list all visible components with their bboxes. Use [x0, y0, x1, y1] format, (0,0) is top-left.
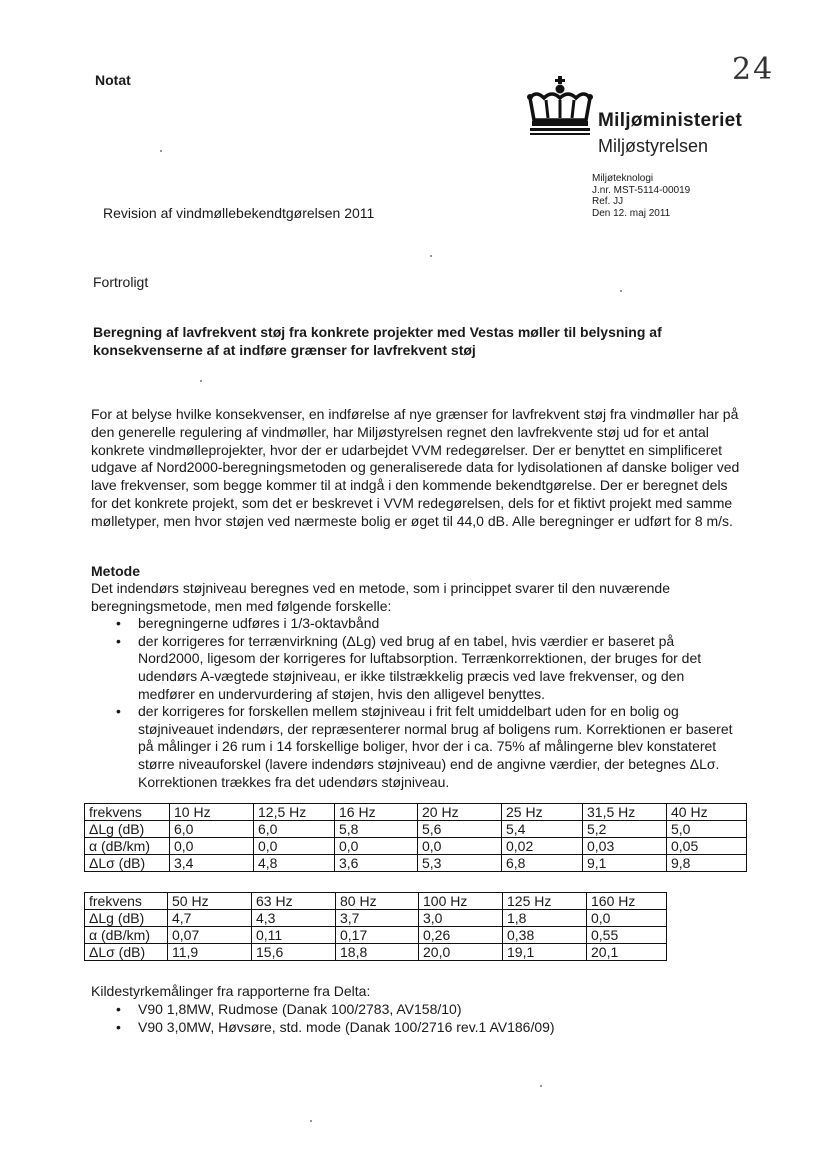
table-cell: 9,8	[667, 855, 747, 872]
table-cell: 11,9	[168, 944, 252, 961]
section-heading-metode: Metode	[91, 563, 140, 579]
metode-lead-paragraph: Det indendørs støjniveau beregnes ved en metode, som i princippet svarer til den nuværende beregningsmetode, men med følgende forskelle:	[91, 580, 670, 614]
table-cell: 0,07	[168, 927, 252, 944]
table-cell: 5,4	[502, 821, 583, 838]
ministry-name: Miljøministeriet	[598, 110, 743, 131]
table-cell: 4,3	[252, 910, 336, 927]
table-cell: 0,0	[335, 838, 418, 855]
table-row	[85, 804, 747, 821]
table-cell: 9,1	[583, 855, 667, 872]
table-cell: 0,05	[667, 838, 747, 855]
table-row	[85, 927, 667, 944]
table-cell: α (dB/km)	[85, 838, 170, 855]
table-cell: 0,38	[503, 927, 587, 944]
table-cell: 3,6	[335, 855, 418, 872]
metode-bullet-list	[91, 615, 741, 791]
table-cell: 31,5 Hz	[583, 804, 667, 821]
intro-paragraph: For at belyse hvilke konsekvenser, en indførelse af nye grænser for lavfrekvent støj fra vindmøller har på den generelle regulering af vindmøller, har Miljøstyrelsen regnet den lavfrekvente støj ud for et antal konkrete vindmølleprojekter, hvor der er udarbejdet VVM redegørelser. Der er benyttet en simplificeret udgave af Nord2000-beregningsmetoden og generaliserede data for lydisolationen af danske boliger ved lave frekvenser, som begge kommer til at indgå i den kommende bekendtgørelse. Der er beregnet dels for det konkrete projekt, som det er beskrevet i VVM redegørelsen, dels for et fiktivt projekt med samme mølletyper, men hvor støjen ved nærmeste bolig er øget til 44,0 dB. Alle beregninger er udført for 8 m/s.	[91, 406, 740, 529]
source-measurement-item: • V90 1,8MW, Rudmose (Danak 100/2783, AV158/10)	[91, 1000, 555, 1018]
table-cell: 5,8	[335, 821, 418, 838]
table-cell: 4,7	[168, 910, 252, 927]
metode-bullet-item: • der korrigeres for terrænvirkning (ΔLg) ved brug af en tabel, hvis værdier er baseret på Nord2000, ligesom der korrigeres for luftabsorption. Terrænkorrektionen, der bruges for det udendørs A-vægtede støjniveau, er ikke tilstrækkelig præcis ved lave frekvenser, og den medfører en undervurdering af støjen, hvis den alligevel benyttes.	[91, 633, 741, 703]
table-cell: 1,8	[503, 910, 587, 927]
table-row	[85, 821, 747, 838]
table-cell: 12,5 Hz	[254, 804, 335, 821]
table-cell: 125 Hz	[503, 893, 587, 910]
table-cell: 18,8	[336, 944, 419, 961]
table-row	[85, 855, 747, 872]
scan-speck	[430, 255, 432, 257]
table-cell: 50 Hz	[168, 893, 252, 910]
table-cell: 5,6	[418, 821, 502, 838]
reference-block	[592, 173, 690, 219]
table-cell: 6,8	[502, 855, 583, 872]
table-cell: 3,7	[336, 910, 419, 927]
table-cell: 19,1	[503, 944, 587, 961]
handwritten-page-number: 24	[732, 52, 775, 87]
date-line: Den 12. maj 2011	[592, 207, 671, 219]
table-cell: 40 Hz	[667, 804, 747, 821]
table-cell: ΔLg (dB)	[85, 821, 170, 838]
table-cell: 20 Hz	[418, 804, 502, 821]
table-cell: ΔLg (dB)	[85, 910, 168, 927]
correction-table-high-frequencies	[84, 892, 667, 961]
table-row	[85, 838, 747, 855]
classification-label: Fortroligt	[93, 274, 149, 290]
table-cell: 20,0	[419, 944, 503, 961]
table-cell: 6,0	[170, 821, 254, 838]
table-cell: 160 Hz	[587, 893, 667, 910]
scan-speck	[200, 380, 202, 382]
table-cell: 0,03	[583, 838, 667, 855]
metode-section	[91, 580, 741, 791]
table-cell: 15,6	[252, 944, 336, 961]
table-cell: 3,4	[170, 855, 254, 872]
table-cell: 5,0	[667, 821, 747, 838]
scan-speck	[160, 150, 162, 152]
table-cell: 20,1	[587, 944, 667, 961]
table-cell: 0,17	[336, 927, 419, 944]
table-cell: 0,11	[252, 927, 336, 944]
subject-line: Revision af vindmøllebekendtgørelsen 2011	[103, 205, 375, 221]
table-cell: 5,3	[418, 855, 502, 872]
table-cell: 0,0	[254, 838, 335, 855]
table-cell: 3,0	[419, 910, 503, 927]
table-row	[85, 910, 667, 927]
source-measurement-item: • V90 3,0MW, Høvsøre, std. mode (Danak 100/2716 rev.1 AV186/09)	[91, 1018, 555, 1036]
source-measurements-section	[91, 982, 555, 1036]
scan-speck	[310, 1120, 312, 1122]
metode-bullet-item: • der korrigeres for forskellen mellem støjniveau i frit felt umiddelbart uden for en bolig og støjniveauet indendørs, der repræsenterer normal brug af boligens rum. Korrektionen er baseret på målinger i 26 rum i 14 forskellige boliger, hvor der i ca. 75% af målingerne blev konstateret større niveauforskel (lavere indendørs støjniveau) end de angivne værdier, der betegnes ΔLσ. Korrektionen trækkes fra det udendørs støjniveau.	[91, 703, 741, 791]
scan-speck	[540, 1085, 542, 1087]
table-cell: 4,8	[254, 855, 335, 872]
table-cell: 6,0	[254, 821, 335, 838]
scan-speck	[620, 290, 622, 292]
table-cell: 10 Hz	[170, 804, 254, 821]
royal-crown-logo	[524, 76, 596, 138]
table-cell: 0,55	[587, 927, 667, 944]
document-type-label: Notat	[95, 72, 131, 88]
table-cell: 0,26	[419, 927, 503, 944]
document-title: Beregning af lavfrekvent støj fra konkrete projekter med Vestas møller til belysning af konsekvenserne af at indføre grænser for lavfrekvent støj	[93, 324, 662, 358]
table-cell: 0,0	[587, 910, 667, 927]
table-cell: 5,2	[583, 821, 667, 838]
table-cell: 0,0	[418, 838, 502, 855]
correction-table-low-frequencies	[84, 803, 747, 872]
table-cell: frekvens	[85, 893, 168, 910]
table-cell: 0,02	[502, 838, 583, 855]
table-cell: ΔLσ (dB)	[85, 944, 168, 961]
source-measurements-lead: Kildestyrkemålinger fra rapporterne fra Delta:	[91, 983, 371, 999]
table-cell: 100 Hz	[419, 893, 503, 910]
table-cell: 0,0	[170, 838, 254, 855]
table-row	[85, 893, 667, 910]
reference-line: Ref. JJ	[592, 196, 624, 207]
journal-number-line: J.nr. MST-5114-00019	[592, 184, 691, 196]
table-cell: frekvens	[85, 804, 170, 821]
department-line: Miljøteknologi	[592, 173, 654, 184]
agency-name: Miljøstyrelsen	[598, 136, 709, 156]
source-measurements-list	[91, 1000, 555, 1036]
metode-bullet-item: • beregningerne udføres i 1/3-oktavbånd	[91, 615, 741, 633]
table-cell: α (dB/km)	[85, 927, 168, 944]
table-cell: 16 Hz	[335, 804, 418, 821]
table-row	[85, 944, 667, 961]
table-cell: ΔLσ (dB)	[85, 855, 170, 872]
table-cell: 80 Hz	[336, 893, 419, 910]
table-cell: 25 Hz	[502, 804, 583, 821]
table-cell: 63 Hz	[252, 893, 336, 910]
